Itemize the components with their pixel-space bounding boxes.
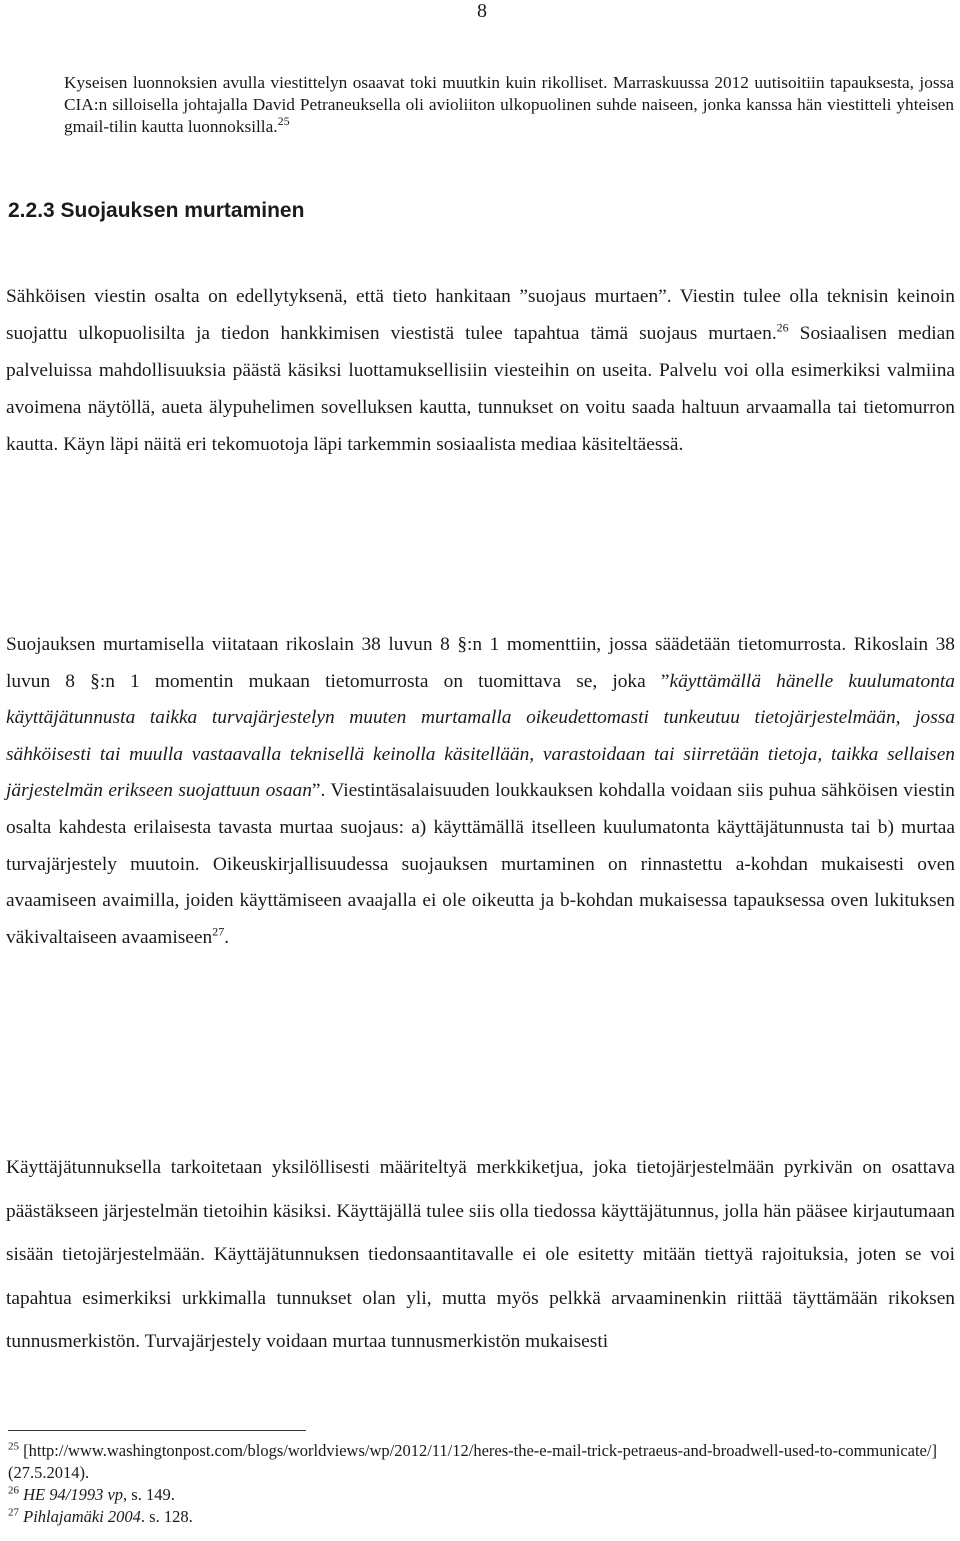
page-number: 8 (477, 0, 487, 22)
footnote-number: 26 (8, 1484, 19, 1497)
paragraph-security-breach (6, 279, 955, 464)
intro-text: Kyseisen luonnoksien avulla viestittelyn osaavat toki muutkin kuin rikolliset. Marraskuussa 2012 uutisoitiin tapauksesta, jossa CIA:n silloisella johtajalla David Petraneuksella oli avioliiton ulkopuolinen suhde naiseen, jonka kanssa hän viestitteli yhteisen gmail-tilin kautta luonnoksilla. (64, 73, 954, 136)
footnote-number: 25 (8, 1440, 19, 1453)
intro-paragraph (64, 72, 954, 138)
paragraph-user-id (6, 1146, 955, 1364)
paragraph-criminal-code (6, 627, 955, 956)
footnote-26 (8, 1484, 938, 1506)
paragraph-text: Sosiaalisen median palveluissa mahdollisuuksia päästä käsiksi luottamuksellisiin viesteihin on useita. Palvelu voi olla esimerkiksi valmiina avoimena näytöllä, aueta älypuhelimen sovelluksen kautta, tunnukset on voitu saada haltuun arvaamalla tai tietomurron kautta. Käyn läpi näitä eri tekomuotoja läpi tarkemmin sosiaalista mediaa käsiteltäessä. (6, 322, 955, 455)
footnote-source: Pihlajamäki 2004 (23, 1507, 141, 1526)
footnote-27 (8, 1506, 938, 1528)
footnote-divider (8, 1430, 306, 1431)
footnotes (8, 1440, 938, 1528)
paragraph-text: Suojauksen murtamisella viitataan rikoslain 38 luvun 8 §:n 1 momenttiin, jossa säädetään tietomurrosta. Rikoslain 38 luvun 8 §:n 1 momentin mukaan tietomurrosta on tuomittava se, joka ” (6, 634, 955, 692)
footnote-number: 27 (8, 1506, 19, 1519)
paragraph-text: . (224, 926, 230, 948)
footnote-text: [http://www.washingtonpost.com/blogs/worldviews/wp/2012/11/12/heres-the-e-mail-trick-petraeus-and-broadwell-used-to-communicate/] (27.5.2014). (8, 1441, 937, 1482)
footnote-ref-26: 26 (776, 320, 789, 335)
footnote-25 (8, 1440, 938, 1484)
footnote-source: HE 94/1993 vp (23, 1485, 124, 1504)
law-quote: käyttämällä hänelle kuulumatonta käyttäjätunnusta taikka turvajärjestelyn muuten murtamalla oikeudettomasti tunkeutuu tietojärjestelmään, jossa sähköisesti tai muulla vastaavalla teknisellä keinolla käsitellään, varastoidaan tai siirretään tietoja, taikka sellaisen järjestelmän erikseen suojattuun osaan (6, 670, 955, 802)
paragraph-text: Käyttäjätunnuksella tarkoitetaan yksilöllisesti määriteltyä merkkiketjua, joka tietojärjestelmään pyrkivän on osattava päästäkseen järjestelmän tietoihin käsiksi. Käyttäjällä tulee siis olla tiedossa käyttäjätunnus, jolla hän pääsee kirjautumaan sisään tietojärjestelmään. Käyttäjätunnuksen tiedonsaantitavalle ei ole esitetty mitään tiettyä rajoituksia, joten se voi tapahtua esimerkiksi urkkimalla tunnukset olan yli, mutta myös pelkkä arvaaminenkin riittää täyttämään rikoksen tunnusmerkistön. Turvajärjestely voidaan murtaa tunnusmerkistön mukaisesti (6, 1157, 955, 1352)
footnote-ref-27: 27 (212, 924, 225, 939)
footnote-ref-25: 25 (277, 114, 290, 129)
section-heading: 2.2.3 Suojauksen murtaminen (8, 199, 305, 222)
footnote-page: , s. 149. (123, 1485, 175, 1504)
paragraph-text: ”. Viestintäsalaisuuden loukkauksen kohdalla voidaan siis puhua sähköisen viestin osalta kahdesta erilaisesta tavasta murtaa suojaus: a) käyttämällä itselleen kuulumatonta käyttäjätunnusta tai b) murtaa turvajärjestely muutoin. Oikeuskirjallisuudessa suojauksen murtaminen on rinnastettu a-kohdan mukaisesti oven avaamiseen avaimilla, joiden käyttämiseen avaajalla ei ole oikeutta ja b-kohdan mukaisessa tapauksessa oven lukituksen väkivaltaiseen avaamiseen (6, 780, 955, 948)
footnote-page: . s. 128. (140, 1507, 193, 1526)
paragraph-text: Sähköisen viestin osalta on edellytyksenä, että tieto hankitaan ”suojaus murtaen”. Viestin tulee olla teknisin keinoin suojattu ulkopuolisilta ja tiedon hankkimisen viestistä tulee tapahtua tämä suojaus murtaen. (6, 286, 955, 344)
